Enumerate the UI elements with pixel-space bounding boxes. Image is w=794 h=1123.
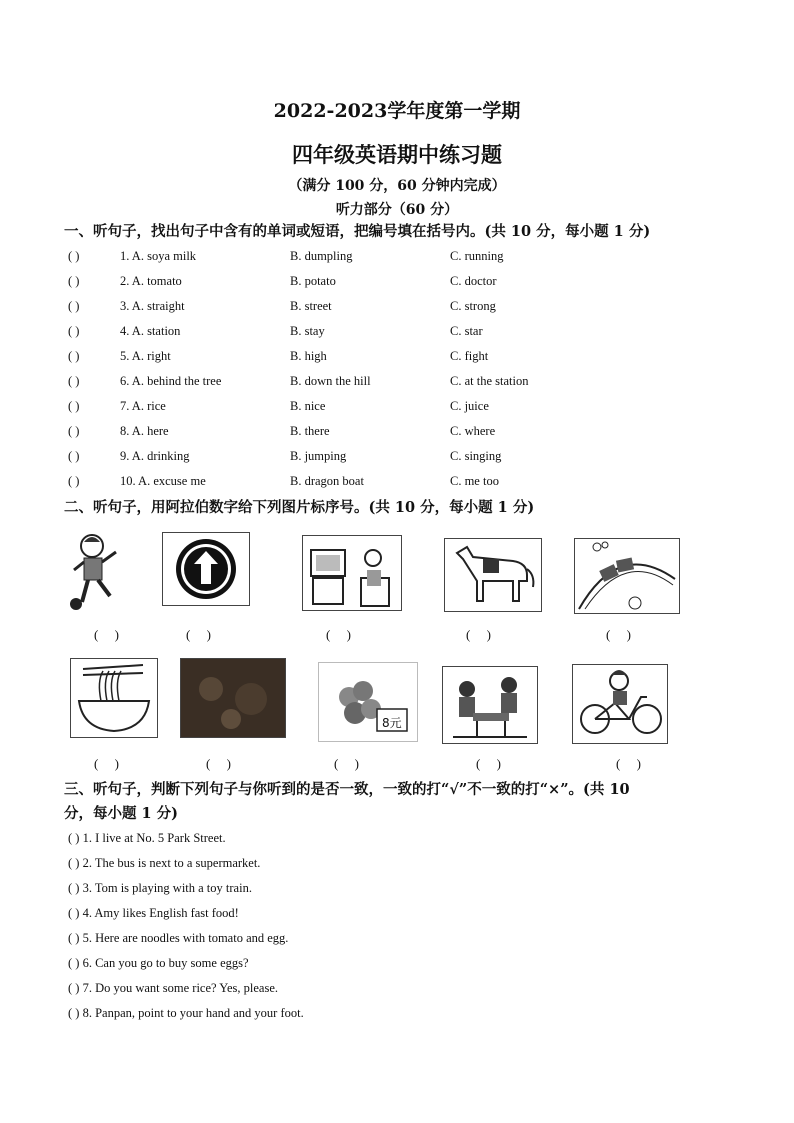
price-label: 8元 xyxy=(382,716,402,730)
tomatoes-price-icon xyxy=(318,662,418,742)
option-a[interactable]: 10. A. excuse me xyxy=(120,474,206,488)
option-c[interactable]: C. at the station xyxy=(450,374,529,388)
question-row xyxy=(68,274,768,296)
picture-answer-5[interactable]: ( ) xyxy=(606,627,631,642)
answer-blank[interactable]: ( ) xyxy=(68,249,80,263)
noodle-bowl-icon xyxy=(70,658,158,738)
option-b[interactable]: B. nice xyxy=(290,399,326,413)
school-year-title: 2022-2023学年度第一学期 xyxy=(273,100,521,122)
option-b[interactable]: B. street xyxy=(290,299,332,313)
boy-watching-tv-icon xyxy=(302,535,402,611)
option-b[interactable]: B. jumping xyxy=(290,449,347,463)
judge-row[interactable]: ( ) 6. Can you go to buy some eggs? xyxy=(68,956,249,970)
question-row xyxy=(68,349,768,371)
soccer-boy-icon xyxy=(64,530,128,612)
question-row xyxy=(68,249,768,271)
answer-blank[interactable]: ( ) xyxy=(68,374,80,388)
option-c[interactable]: C. fight xyxy=(450,349,489,363)
question-row xyxy=(68,449,768,471)
option-a[interactable]: 1. A. soya milk xyxy=(120,249,197,263)
question-row xyxy=(68,299,768,321)
picture-answer-10[interactable]: ( ) xyxy=(616,756,641,771)
picture-answer-8[interactable]: ( ) xyxy=(334,756,359,771)
option-b[interactable]: B. stay xyxy=(290,324,325,338)
answer-blank[interactable]: ( ) xyxy=(68,449,80,463)
judge-row[interactable]: ( ) 2. The bus is next to a supermarket. xyxy=(68,856,261,870)
option-c[interactable]: C. doctor xyxy=(450,274,497,288)
judge-row[interactable]: ( ) 3. Tom is playing with a toy train. xyxy=(68,881,252,895)
toy-train-icon xyxy=(574,538,680,614)
option-a[interactable]: 4. A. station xyxy=(120,324,181,338)
picture-answer-7[interactable]: ( ) xyxy=(206,756,231,771)
option-c[interactable]: C. running xyxy=(450,249,504,263)
picture-answer-4[interactable]: ( ) xyxy=(466,627,491,642)
section2-heading: 二、听句子，用阿拉伯数字给下列图片标序号。(共 10 分，每小题 1 分) xyxy=(64,499,535,516)
option-c[interactable]: C. me too xyxy=(450,474,499,488)
option-b[interactable]: B. dragon boat xyxy=(290,474,364,488)
judge-row[interactable]: ( ) 1. I live at No. 5 Park Street. xyxy=(68,831,226,845)
horse-icon xyxy=(444,538,542,612)
question-row xyxy=(68,474,768,496)
boy-on-bicycle-icon xyxy=(572,664,668,744)
answer-blank[interactable]: ( ) xyxy=(68,324,80,338)
judge-row[interactable]: ( ) 5. Here are noodles with tomato and egg. xyxy=(68,931,289,945)
option-b[interactable]: B. there xyxy=(290,424,330,438)
picture-answer-6[interactable]: ( ) xyxy=(94,756,119,771)
option-c[interactable]: C. juice xyxy=(450,399,489,413)
question-row xyxy=(68,324,768,346)
option-a[interactable]: 8. A. here xyxy=(120,424,169,438)
answer-blank[interactable]: ( ) xyxy=(68,274,80,288)
children-at-table-icon xyxy=(442,666,538,744)
picture-answer-2[interactable]: ( ) xyxy=(186,627,211,642)
listening-part-title: 听力部分（60 分） xyxy=(335,202,459,218)
answer-blank[interactable]: ( ) xyxy=(68,424,80,438)
exam-subtitle: （满分 100 分，60 分钟内完成） xyxy=(288,178,506,194)
judge-row[interactable]: ( ) 8. Panpan, point to your hand and your foot. xyxy=(68,1006,304,1020)
judge-row[interactable]: ( ) 7. Do you want some rice? Yes, please. xyxy=(68,981,279,995)
section3-heading: 三、听句子，判断下列句子与你听到的是否一致，一致的打“√”不一致的打“×”。(共 10 xyxy=(64,781,630,798)
section1-heading: 一、听句子，找出句子中含有的单词或短语，把编号填在括号内。(共 10 分，每小题 1 分) xyxy=(64,223,651,240)
option-c[interactable]: C. where xyxy=(450,424,496,438)
up-arrow-sign-icon xyxy=(162,532,250,606)
section3-heading-cont: 分，每小题 1 分) xyxy=(64,805,179,822)
option-b[interactable]: B. high xyxy=(290,349,327,363)
answer-blank[interactable]: ( ) xyxy=(68,399,80,413)
option-a[interactable]: 7. A. rice xyxy=(120,399,166,413)
answer-blank[interactable]: ( ) xyxy=(68,299,80,313)
option-b[interactable]: B. down the hill xyxy=(290,374,371,388)
answer-blank[interactable]: ( ) xyxy=(68,474,80,488)
option-c[interactable]: C. strong xyxy=(450,299,496,313)
question-row xyxy=(68,424,768,446)
option-a[interactable]: 9. A. drinking xyxy=(120,449,190,463)
option-b[interactable]: B. potato xyxy=(290,274,336,288)
option-a[interactable]: 2. A. tomato xyxy=(120,274,182,288)
option-a[interactable]: 3. A. straight xyxy=(120,299,185,313)
answer-blank[interactable]: ( ) xyxy=(68,349,80,363)
picture-answer-9[interactable]: ( ) xyxy=(476,756,501,771)
option-b[interactable]: B. dumpling xyxy=(290,249,353,263)
question-row xyxy=(68,374,768,396)
judge-row[interactable]: ( ) 4. Amy likes English fast food! xyxy=(68,906,239,920)
option-c[interactable]: C. singing xyxy=(450,449,502,463)
exam-title: 四年级英语期中练习题 xyxy=(292,142,502,167)
option-c[interactable]: C. star xyxy=(450,324,483,338)
option-a[interactable]: 6. A. behind the tree xyxy=(120,374,222,388)
option-a[interactable]: 5. A. right xyxy=(120,349,171,363)
picture-answer-3[interactable]: ( ) xyxy=(326,627,351,642)
dark-photo-icon xyxy=(180,658,286,738)
picture-answer-1[interactable]: ( ) xyxy=(94,627,119,642)
question-row xyxy=(68,399,768,421)
